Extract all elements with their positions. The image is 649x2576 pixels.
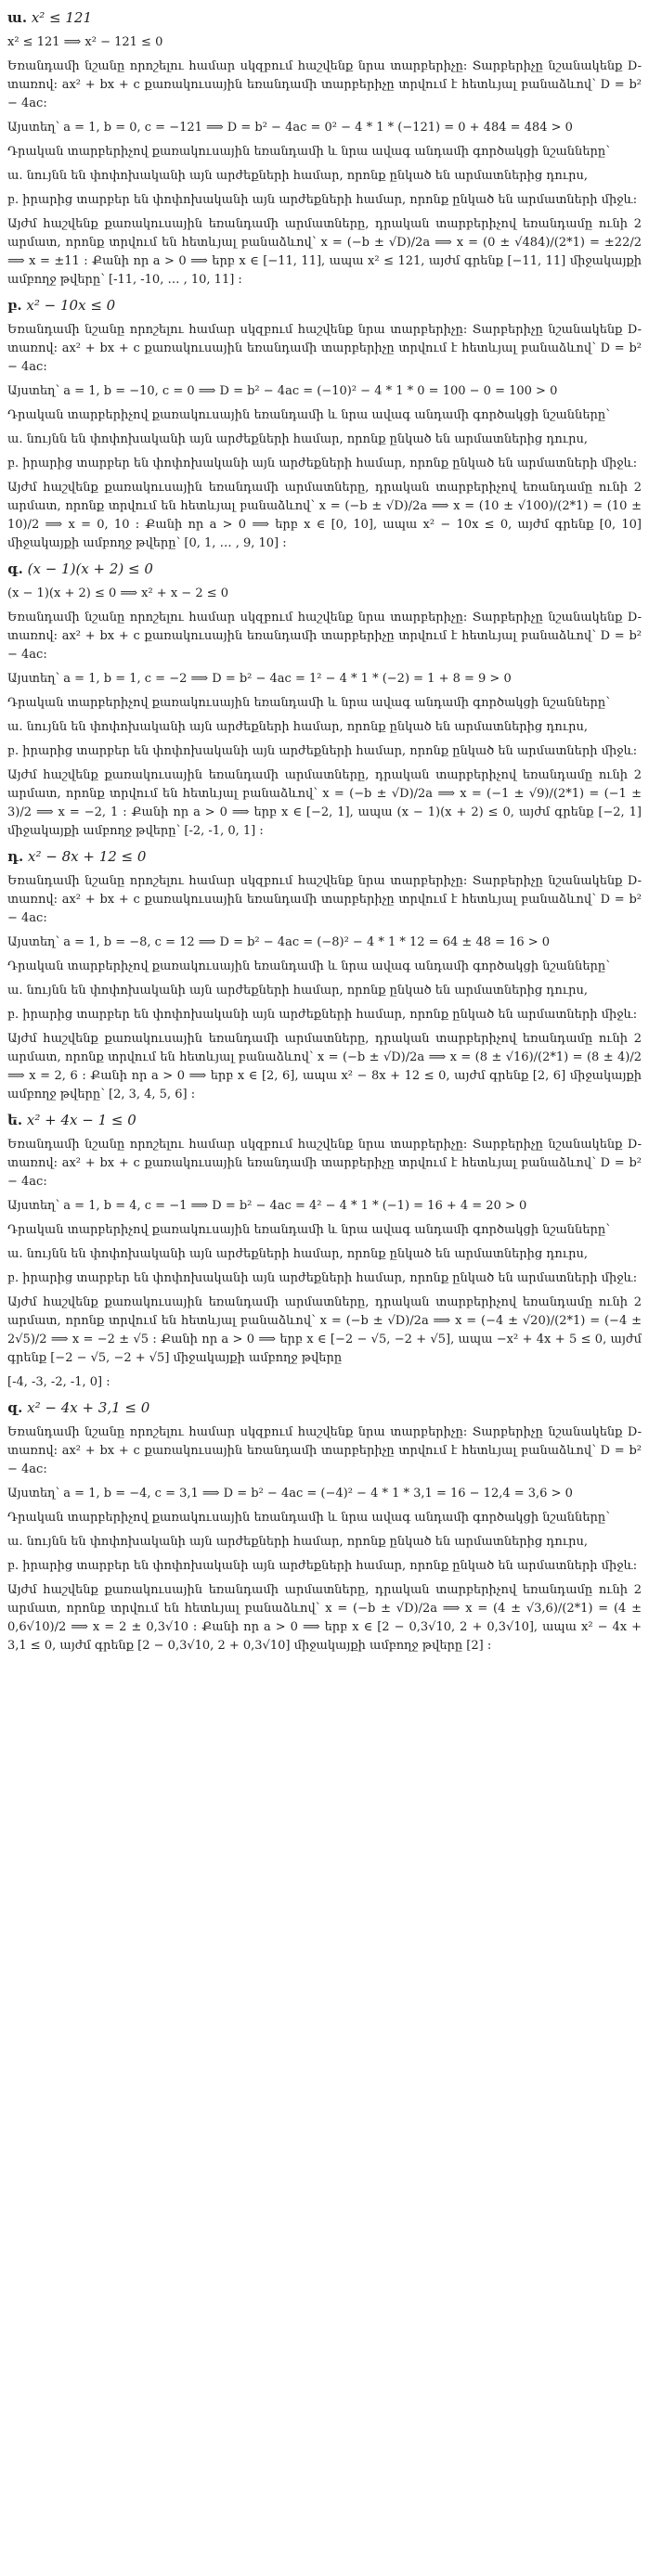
solution-paragraph: Դրական տարբերիչով քառակուսային եռանդամի և նրա ավագ անդամի գործակցի նշանները՝ (7, 696, 610, 710)
solution-paragraph: Այժմ հաշվենք քառակուսային եռանդամի արմատները, դրական տարբերիչով եռանդամը ունի 2 արմատ, որոնք տրվում են հետևյալ բանաձևով՝ x = (−b ± √D)/2a ⟹ x = (8 ± √16)/(2*1) = (8 ± 4)/2 ⟹ x = 2, 6 : Քանի որ a > 0 ⟹ երբ x ∈ [2, 6], ապա x² − 8x + 12 ≤ 0, այժմ գրենք [2, 6] միջակայքի ամբողջ թվերը՝ [2, 3, 4, 5, 6] : (7, 1032, 642, 1101)
exercise-section (7, 559, 642, 841)
solution-paragraph: Եռանդամի նշանը որոշելու համար սկզբում հաշվենք նրա տարբերիչը: Տարբերիչը նշանակենք D-տառով: ax² + bx + c քառակուսային եռանդամի տարբերիչը տրվում է հետևյալ բանաձևով՝ D = b² − 4ac: (7, 1425, 642, 1476)
exercise-section (7, 1397, 642, 1655)
solution-paragraph: բ. իրարից տարբեր են փոփոխականի այն արժեքների համար, որոնք ընկած են արմատների միջև: (7, 193, 638, 207)
exercise-heading (7, 1110, 642, 1130)
solution-paragraph: Դրական տարբերիչով քառակուսային եռանդամի և նրա ավագ անդամի գործակցի նշանները՝ (7, 1223, 610, 1237)
exercise-heading (7, 1397, 642, 1418)
solution-paragraph: ա. նույնն են փոփոխականի այն արժեքների համար, որոնք ընկած են արմատներից դուրս, (7, 432, 589, 446)
solution-paragraph: Դրական տարբերիչով քառակուսային եռանդամի և նրա ավագ անդամի գործակցի նշանները՝ (7, 408, 610, 422)
solution-paragraph: Եռանդամի նշանը որոշելու համար սկզբում հաշվենք նրա տարբերիչը: Տարբերիչը նշանակենք D-տառով: ax² + bx + c քառակուսային եռանդամի տարբերիչը տրվում է հետևյալ բանաձևով՝ D = b² − 4ac: (7, 874, 642, 925)
solution-paragraph: [-4, -3, -2, -1, 0] : (7, 1375, 110, 1389)
solution-paragraph: (x − 1)(x + 2) ≤ 0 ⟹ x² + x − 2 ≤ 0 (7, 586, 229, 600)
exercise-inequality: x² − 8x + 12 ≤ 0 (23, 848, 147, 865)
solution-paragraph: բ. իրարից տարբեր են փոփոխականի այն արժեքների համար, որոնք ընկած են արմատների միջև: (7, 457, 638, 470)
solution-paragraph: ա. նույնն են փոփոխականի այն արժեքների համար, որոնք ընկած են արմատներից դուրս, (7, 984, 589, 998)
solution-paragraph: Այստեղ՝ a = 1, b = −4, c = 3,1 ⟹ D = b² − 4ac = (−4)² − 4 * 1 * 3,1 = 16 − 12,4 = 3,6 > 0 (7, 1487, 573, 1501)
solution-paragraph: Այստեղ՝ a = 1, b = −10, c = 0 ⟹ D = b² − 4ac = (−10)² − 4 * 1 * 0 = 100 − 0 = 100 > 0 (7, 384, 558, 398)
solution-paragraph: Դրական տարբերիչով քառակուսային եռանդամի և նրա ավագ անդամի գործակցի նշանները՝ (7, 960, 610, 973)
solution-paragraph: Այստեղ՝ a = 1, b = 4, c = −1 ⟹ D = b² − 4ac = 4² − 4 * 1 * (−1) = 16 + 4 = 20 > 0 (7, 1199, 527, 1213)
exercise-heading (7, 7, 642, 28)
solution-paragraph: Եռանդամի նշանը որոշելու համար սկզբում հաշվենք նրա տարբերիչը: Տարբերիչը նշանակենք D-տառով: ax² + bx + c քառակուսային եռանդամի տարբերիչը տրվում է հետևյալ բանաձևով՝ D = b² − 4ac: (7, 323, 642, 374)
exercise-label: դ. (7, 848, 24, 865)
solution-paragraph: ա. նույնն են փոփոխականի այն արժեքների համար, որոնք ընկած են արմատներից դուրս, (7, 720, 589, 734)
solution-paragraph: Եռանդամի նշանը որոշելու համար սկզբում հաշվենք նրա տարբերիչը: Տարբերիչը նշանակենք D-տառով: ax² + bx + c քառակուսային եռանդամի տարբերիչը տրվում է հետևյալ բանաձևով՝ D = b² − 4ac: (7, 59, 642, 110)
solution-paragraph: բ. իրարից տարբեր են փոփոխականի այն արժեքների համար, որոնք ընկած են արմատների միջև: (7, 1559, 638, 1573)
solution-paragraph: Այժմ հաշվենք քառակուսային եռանդամի արմատները, դրական տարբերիչով եռանդամը ունի 2 արմատ, որոնք տրվում են հետևյալ բանաձևով՝ x = (−b ± √D)/2a ⟹ x = (4 ± √3,6)/(2*1) = (4 ± 0,6√10)/2 ⟹ x = 2 ± 0,3√10 : Քանի որ a > 0 ⟹ երբ x ∈ [2 − 0,3√10, 2 + 0,3√10], ապա x² − 4x + 3,1 ≤ 0, այժմ գրենք [2 − 0,3√10, 2 + 0,3√10] միջակայքի ամբողջ թվերը [2] : (7, 1583, 642, 1653)
solution-paragraph: Եռանդամի նշանը որոշելու համար սկզբում հաշվենք նրա տարբերիչը: Տարբերիչը նշանակենք D-տառով: ax² + bx + c քառակուսային եռանդամի տարբերիչը տրվում է հետևյալ բանաձևով՝ D = b² − 4ac: (7, 611, 642, 662)
exercise-label: ա. (7, 9, 28, 26)
solution-paragraph: Եռանդամի նշանը որոշելու համար սկզբում հաշվենք նրա տարբերիչը: Տարբերիչը նշանակենք D-տառով: ax² + bx + c քառակուսային եռանդամի տարբերիչը տրվում է հետևյալ բանաձևով՝ D = b² − 4ac: (7, 1138, 642, 1189)
exercise-inequality: x² − 10x ≤ 0 (21, 297, 116, 314)
exercise-label: բ. (7, 297, 22, 314)
solution-paragraph: Դրական տարբերիչով քառակուսային եռանդամի և նրա ավագ անդամի գործակցի նշանները՝ (7, 145, 610, 159)
exercise-section (7, 295, 642, 553)
solution-paragraph: Այստեղ՝ a = 1, b = 0, c = −121 ⟹ D = b² − 4ac = 0² − 4 * 1 * (−121) = 0 + 484 = 484 > 0 (7, 121, 573, 135)
solution-paragraph: բ. իրարից տարբեր են փոփոխականի այն արժեքների համար, որոնք ընկած են արմատների միջև: (7, 744, 638, 758)
solution-paragraph: Այստեղ՝ a = 1, b = −8, c = 12 ⟹ D = b² − 4ac = (−8)² − 4 * 1 * 12 = 64 ± 48 = 16 > 0 (7, 935, 551, 949)
solution-paragraph: ա. նույնն են փոփոխականի այն արժեքների համար, որոնք ընկած են արմատներից դուրս, (7, 169, 589, 183)
exercise-heading (7, 846, 642, 867)
exercise-inequality: (x − 1)(x + 2) ≤ 0 (22, 560, 153, 577)
solution-paragraph: բ. իրարից տարբեր են փոփոխականի այն արժեքների համար, որոնք ընկած են արմատների միջև: (7, 1008, 638, 1022)
solution-paragraph: Այժմ հաշվենք քառակուսային եռանդամի արմատները, դրական տարբերիչով եռանդամը ունի 2 արմատ, որոնք տրվում են հետևյալ բանաձևով՝ x = (−b ± √D)/2a ⟹ x = (10 ± √100)/(2*1) = (10 ± 10)/2 ⟹ x = 0, 10 : Քանի որ a > 0 ⟹ երբ x ∈ [0, 10], ապա x² − 10x ≤ 0, այժմ գրենք [0, 10] միջակայքի ամբողջ թվերը՝ [0, 1, … , 9, 10] : (7, 481, 642, 550)
exercise-heading (7, 295, 642, 316)
exercise-label: գ. (7, 560, 23, 577)
solution-paragraph: Այժմ հաշվենք քառակուսային եռանդամի արմատները, դրական տարբերիչով եռանդամը ունի 2 արմատ, որոնք տրվում են հետևյալ բանաձևով՝ x = (−b ± √D)/2a ⟹ x = (0 ± √484)/(2*1) = ±22/2 ⟹ x = ±11 : Քանի որ a > 0 ⟹ երբ x ∈ [−11, 11], ապա x² ≤ 121, այժմ գրենք [−11, 11] միջակայքի ամբողջ թվերը՝ [-11, -10, … , 10, 11] : (7, 217, 642, 287)
exercise-section (7, 846, 642, 1104)
exercise-inequality: x² − 4x + 3,1 ≤ 0 (22, 1399, 150, 1416)
solution-paragraph: բ. իրարից տարբեր են փոփոխականի այն արժեքների համար, որոնք ընկած են արմատների միջև: (7, 1271, 638, 1285)
exercise-inequality: x² ≤ 121 (27, 9, 93, 26)
solution-paragraph: ա. նույնն են փոփոխականի այն արժեքների համար, որոնք ընկած են արմատներից դուրս, (7, 1535, 589, 1549)
exercise-section (7, 7, 642, 290)
exercise-heading (7, 559, 642, 579)
solution-paragraph: Այժմ հաշվենք քառակուսային եռանդամի արմատները, դրական տարբերիչով եռանդամը ունի 2 արմատ, որոնք տրվում են հետևյալ բանաձևով՝ x = (−b ± √D)/2a ⟹ x = (−1 ± √9)/(2*1) = (−1 ± 3)/2 ⟹ x = −2, 1 : Քանի որ a > 0 ⟹ երբ x ∈ [−2, 1], ապա (x − 1)(x + 2) ≤ 0, այժմ գրենք [−2, 1] միջակայքի ամբողջ թվերը՝ [-2, -1, 0, 1] : (7, 768, 642, 838)
solution-paragraph: ա. նույնն են փոփոխականի այն արժեքների համար, որոնք ընկած են արմատներից դուրս, (7, 1247, 589, 1261)
exercise-section (7, 1110, 642, 1392)
exercise-label: ե. (7, 1112, 23, 1128)
exercise-label: զ. (7, 1399, 23, 1416)
exercise-inequality: x² + 4x − 1 ≤ 0 (22, 1112, 136, 1128)
solution-paragraph: Դրական տարբերիչով քառակուսային եռանդամի և նրա ավագ անդամի գործակցի նշանները՝ (7, 1511, 610, 1525)
solution-paragraph: Այստեղ՝ a = 1, b = 1, c = −2 ⟹ D = b² − 4ac = 1² − 4 * 1 * (−2) = 1 + 8 = 9 > 0 (7, 672, 512, 686)
solution-paragraph: x² ≤ 121 ⟹ x² − 121 ≤ 0 (7, 35, 163, 49)
solution-paragraph: Այժմ հաշվենք քառակուսային եռանդամի արմատները, դրական տարբերիչով եռանդամը ունի 2 արմատ, որոնք տրվում են հետևյալ բանաձևով՝ x = (−b ± √D)/2a ⟹ x = (−4 ± √20)/(2*1) = (−4 ± 2√5)/2 ⟹ x = −2 ± √5 : Քանի որ a > 0 ⟹ երբ x ∈ [−2 − √5, −2 + √5], ապա −x² + 4x + 5 ≤ 0, այժմ գրենք [−2 − √5, −2 + √5] միջակայքի ամբողջ թվերը (7, 1295, 642, 1365)
